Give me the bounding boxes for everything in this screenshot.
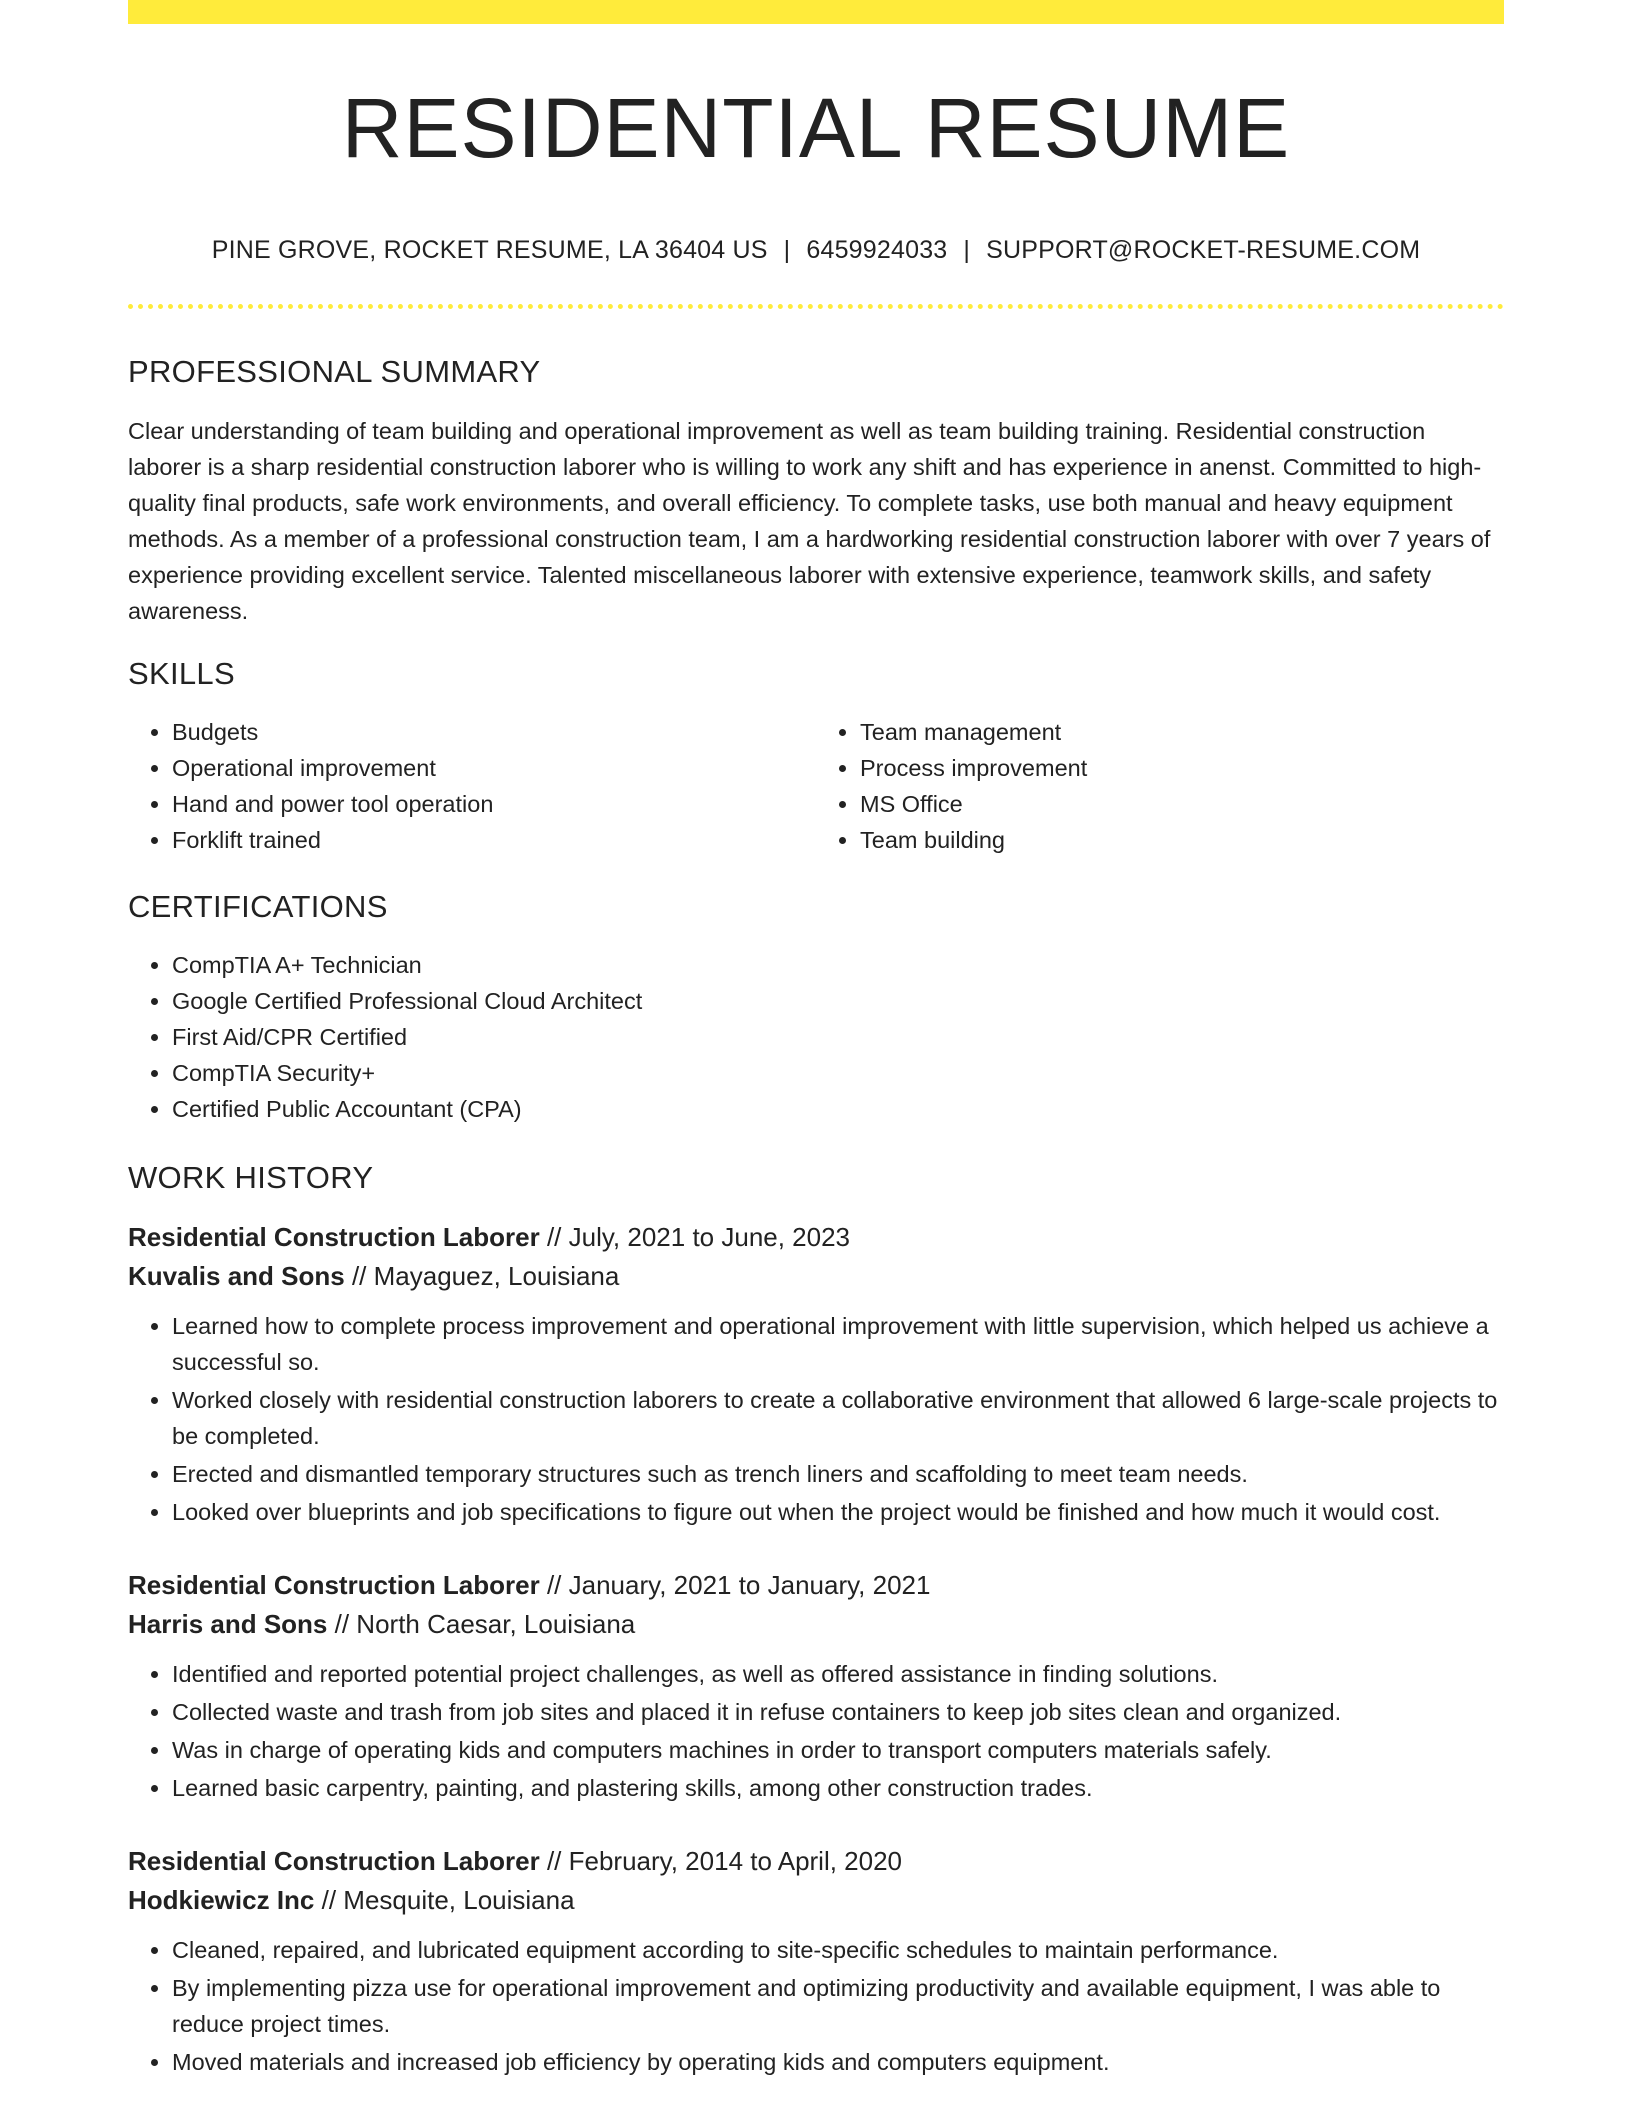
certification-item: • Google Certified Professional Cloud Architect — [172, 983, 1504, 1019]
work-history-heading: WORK HISTORY — [128, 1159, 374, 1195]
certifications-list — [128, 947, 1504, 1127]
skills-list-right — [816, 714, 1504, 858]
contact-separator: | — [963, 236, 971, 265]
job-title-line — [128, 1842, 1504, 1881]
job-role: Residential Construction Laborer — [128, 1222, 540, 1253]
job-bullet: • Moved materials and increased job efficiency by operating kids and computers equipment. — [172, 2044, 1504, 2080]
job-bullets — [128, 1656, 1504, 1806]
job-bullet: • Cleaned, repaired, and lubricated equipment according to site-specific schedules to maintain performance. — [172, 1932, 1504, 1968]
job-dates: // July, 2021 to June, 2023 — [539, 1222, 851, 1253]
summary-heading: PROFESSIONAL SUMMARY — [128, 354, 541, 390]
job-location: // Mesquite, Louisiana — [314, 1885, 575, 1916]
contact-address: PINE GROVE, ROCKET RESUME, LA 36404 US — [211, 236, 768, 265]
skills-heading: SKILLS — [128, 655, 235, 691]
job-location: // North Caesar, Louisiana — [327, 1609, 636, 1640]
job-bullet: • Worked closely with residential construction laborers to create a collaborative environment that allowed 6 large-scale projects to be completed. — [172, 1382, 1504, 1454]
job-company: Kuvalis and Sons — [128, 1261, 345, 1292]
job-company-line — [128, 1605, 1504, 1644]
skill-item: • Process improvement — [860, 750, 1504, 786]
certification-item: • Certified Public Accountant (CPA) — [172, 1091, 1504, 1127]
skill-item: • Forklift trained — [172, 822, 816, 858]
job-dates: // February, 2014 to April, 2020 — [539, 1846, 903, 1877]
certification-item: • CompTIA A+ Technician — [172, 947, 1504, 983]
certifications-section — [128, 888, 1504, 1127]
job-bullet: • Learned how to complete process improvement and operational improvement with little supervision, which helped us achieve a successful so. — [172, 1308, 1504, 1380]
skill-item: • Hand and power tool operation — [172, 786, 816, 822]
summary-section — [128, 353, 1504, 628]
job-bullet: • Was in charge of operating kids and computers machines in order to transport computers materials safely. — [172, 1732, 1504, 1768]
job-bullet: • Looked over blueprints and job specifications to figure out when the project would be finished and how much it would cost. — [172, 1494, 1504, 1530]
skill-item: • Team building — [860, 822, 1504, 858]
job-bullet: • Identified and reported potential project challenges, as well as offered assistance in finding solutions. — [172, 1656, 1504, 1692]
certification-item: • First Aid/CPR Certified — [172, 1019, 1504, 1055]
skills-grid — [128, 692, 1504, 858]
skills-list-left — [128, 714, 816, 858]
skill-item: • MS Office — [860, 786, 1504, 822]
job-company-line — [128, 1881, 1504, 1920]
job-role: Residential Construction Laborer — [128, 1846, 540, 1877]
certification-item: • CompTIA Security+ — [172, 1055, 1504, 1091]
job-entry — [128, 1566, 1504, 1806]
job-dates: // January, 2021 to January, 2021 — [539, 1570, 931, 1601]
job-role: Residential Construction Laborer — [128, 1570, 540, 1601]
job-title-line — [128, 1566, 1504, 1605]
job-entry — [128, 1218, 1504, 1530]
contact-separator: | — [783, 236, 791, 265]
work-history-section — [128, 1159, 1504, 2080]
job-company: Harris and Sons — [128, 1609, 328, 1640]
job-bullet: • By implementing pizza use for operational improvement and optimizing productivity and available equipment, I was able to reduce project times. — [172, 1970, 1504, 2042]
contact-email: SUPPORT@ROCKET-RESUME.COM — [986, 236, 1421, 265]
job-title-line — [128, 1218, 1504, 1257]
job-bullets — [128, 1932, 1504, 2080]
job-company-line — [128, 1257, 1504, 1296]
accent-top-bar — [128, 0, 1504, 24]
contact-line — [128, 236, 1504, 265]
summary-text: Clear understanding of team building and operational improvement as well as team building training. Residential construction laborer is a sharp residential construction laborer who is willing to work any shift and has experience in anenst. Committed to high-quality final products, safe work environments, and overall efficiency. To complete tasks, use both manual and heavy equipment methods. As a member of a professional construction team, I am a hardworking residential construction laborer with over 7 years of experience providing excellent service. Talented miscellaneous laborer with extensive experience, teamwork skills, and safety awareness. — [128, 417, 1491, 624]
dotted-divider — [128, 304, 1504, 309]
job-bullet: • Collected waste and trash from job sites and placed it in refuse containers to keep job sites clean and organized. — [172, 1694, 1504, 1730]
job-bullet: • Learned basic carpentry, painting, and plastering skills, among other construction trades. — [172, 1770, 1504, 1806]
skill-item: • Team management — [860, 714, 1504, 750]
skill-item: • Operational improvement — [172, 750, 816, 786]
skill-item: • Budgets — [172, 714, 816, 750]
contact-phone: 6459924033 — [806, 236, 948, 265]
job-bullets — [128, 1308, 1504, 1530]
skills-section — [128, 655, 1504, 858]
resume-page — [128, 0, 1504, 2082]
job-location: // Mayaguez, Louisiana — [344, 1261, 620, 1292]
job-company: Hodkiewicz Inc — [128, 1885, 315, 1916]
job-entry — [128, 1842, 1504, 2080]
job-bullet: • Erected and dismantled temporary structures such as trench liners and scaffolding to meet team needs. — [172, 1456, 1504, 1492]
resume-title: RESIDENTIAL RESUME — [341, 81, 1291, 175]
certifications-heading: CERTIFICATIONS — [128, 888, 388, 924]
